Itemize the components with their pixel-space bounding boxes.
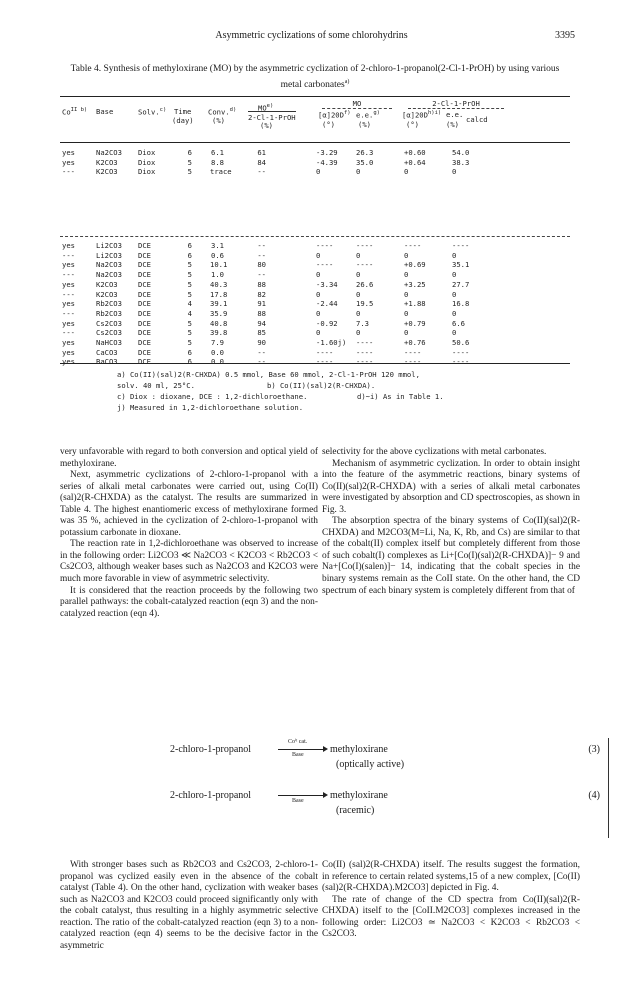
cell-conv: 8.8: [211, 157, 224, 167]
cell-pr-ee: 27.7: [452, 279, 470, 289]
col-mo-rot-sup: f): [343, 110, 351, 116]
cell-mo-ee: 19.5: [356, 299, 374, 309]
cell-conv: 6.1: [211, 148, 224, 157]
col-mo-rot: [α]20D: [318, 110, 344, 120]
cell-mo-rot: 0: [316, 328, 321, 338]
cell-pr-rot: +0.69: [404, 260, 426, 270]
eq3-catalyst: Coⁱᴵ cat.: [288, 739, 308, 745]
cell-base: CaCO3: [96, 347, 118, 357]
eq4-note: (racemic): [336, 805, 375, 816]
cell-co: yes: [62, 241, 75, 250]
cell-conv: 39.8: [210, 328, 228, 338]
cell-time: 5: [187, 270, 192, 280]
cell-pr-ee: ----: [452, 347, 470, 357]
note-j: j) Measured in 1,2-dichloroethane solution.: [117, 403, 304, 412]
cell-time: 4: [187, 299, 192, 309]
eq3-arrow: [278, 749, 326, 750]
cell-conv: 10.1: [210, 260, 228, 270]
cell-pr-rot: ----: [404, 347, 422, 357]
cell-solv: DCE: [138, 347, 151, 357]
cell-base: Rb2CO3: [96, 299, 122, 309]
cell-pr-ee: 0: [452, 270, 457, 280]
cell-time: 5: [187, 279, 192, 289]
cell-yield: --: [257, 241, 266, 250]
cell-conv: 40.3: [210, 279, 228, 289]
table-caption-text: Table 4. Synthesis of methyloxirane (MO) by the asymmetric cyclization of 2-chloro-1-propanol(2-Cl-1-PrOH) by using various metal carbonates: [70, 64, 560, 91]
eq3-base: Base: [292, 752, 304, 758]
eq4-base: Base: [292, 798, 304, 804]
cell-solv: Diox: [138, 157, 156, 167]
cell-co: ---: [62, 167, 75, 177]
cell-co: yes: [62, 299, 75, 309]
right-column-top: [322, 447, 580, 597]
note-a2: solv. 40 ml, 25°C.: [117, 381, 195, 390]
cell-time: 6: [187, 347, 192, 357]
paragraph: very unfavorable with regard to both conversion and optical yield of methyloxirane.: [60, 447, 318, 469]
col-mo-yield-unit: (%): [260, 121, 273, 130]
cell-pr-ee: 54.0: [452, 148, 470, 157]
cell-conv: 1.0: [211, 270, 224, 280]
cell-solv: DCE: [138, 318, 151, 328]
cell-time: 5: [187, 328, 192, 338]
eq3-note: (optically active): [336, 759, 405, 770]
cell-mo-rot: ----: [316, 357, 334, 367]
cell-base: K2CO3: [96, 157, 118, 167]
cell-mo-ee: ----: [356, 260, 374, 270]
cell-yield: 61: [257, 148, 266, 157]
cell-pr-ee: 35.1: [452, 260, 470, 270]
cell-pr-rot: 0: [404, 328, 409, 338]
note-a: a) Co(II)(sal)2(R-CHXDA) 0.5 mmol, Base 60 mmol, 2-Cl-1-PrOH 120 mmol,: [117, 370, 420, 379]
paragraph: Mechanism of asymmetric cyclization. In order to obtain insight into the feature of the asymmetric reactions, binary systems of Co(II)(sal)2(R-CHXDA) with a series of alkali metal carbonates were investigated by absorption and CD spectroscopies, as shown in Fig. 3.: [322, 458, 580, 515]
cell-pr-ee: 0: [452, 167, 457, 177]
running-title: Asymmetric cyclizations of some chlorohydrins: [215, 30, 408, 41]
cell-pr-ee: 0: [452, 250, 457, 260]
note-b: b) Co(II)(sal)2(R-CHXDA).: [267, 381, 376, 390]
col-solv-sup: c): [159, 107, 167, 113]
col-conv-unit: (%): [212, 116, 225, 125]
table-bottom-rule: [60, 363, 570, 364]
cell-yield: 85: [257, 328, 266, 338]
col-mo-yield-sup: e): [266, 103, 274, 109]
cell-mo-ee: 0: [356, 250, 361, 260]
cell-pr-rot: 0: [404, 289, 409, 299]
cell-yield: 94: [257, 318, 266, 328]
cell-pr-rot: +0.76: [404, 338, 426, 347]
cell-mo-rot: ----: [316, 241, 334, 250]
cell-mo-rot: 0: [316, 270, 321, 280]
col-pr-ee-unit: (%): [446, 120, 459, 129]
cell-co: yes: [62, 347, 75, 357]
cell-solv: DCE: [138, 289, 151, 299]
cell-time: 6: [187, 241, 192, 250]
table-row: [60, 319, 570, 329]
cell-yield: 82: [257, 289, 266, 299]
cell-mo-ee: 0: [356, 167, 361, 177]
cell-pr-rot: +1.88: [404, 299, 426, 309]
col-solv: Solv.: [138, 107, 160, 117]
table-row: [60, 280, 570, 290]
cell-time: 5: [187, 338, 192, 347]
cell-base: Li2CO3: [96, 250, 122, 260]
cell-co: ---: [62, 270, 75, 280]
cell-solv: DCE: [138, 270, 151, 280]
table-header-rule: [60, 142, 570, 143]
paragraph: Co(II) (sal)2(R-CHXDA) itself. The results suggest the formation, in reference to certain related systems,15 of a new complex, [Co(II)(sal)2(R-CHXDA).M2CO3] depicted in Fig. 4.: [322, 860, 580, 894]
cell-mo-ee: ----: [356, 241, 374, 250]
right-column-bottom: [322, 860, 580, 941]
cell-time: 6: [187, 148, 192, 157]
cell-pr-ee: 0: [452, 308, 457, 318]
paragraph: With stronger bases such as Rb2CO3 and Cs2CO3, 2-chloro-1-propanol was cyclized easily even in the absence of the cobalt catalyst (Table 4). On the other hand, cyclization with weaker bases such as Na2CO3 and K2CO3 could proceed significantly only with the cobalt catalyst, thus resulting in a highly asymmetric selective reaction. The ratio of the cobalt-catalyzed reaction (eqn 3) to a non-catalyzed reaction (eqn 4) seems to be the decisive factor in the asymmetric: [60, 860, 318, 951]
page-number: 3395: [555, 30, 575, 41]
col-base: Base: [96, 107, 114, 116]
cell-mo-rot: ----: [316, 347, 334, 357]
cell-solv: Diox: [138, 167, 156, 177]
cell-pr-ee: 0: [452, 328, 457, 338]
col-co: Co: [62, 107, 71, 117]
col-mo-ee-sup: g): [373, 110, 380, 116]
cell-mo-rot: 0: [316, 250, 321, 260]
col-pr-rot-sup2: i): [434, 110, 442, 116]
equation-4: [150, 784, 600, 824]
table-row: [60, 299, 570, 309]
cell-solv: DCE: [138, 338, 151, 347]
cell-solv: DCE: [138, 299, 151, 309]
cell-conv: 0.6: [211, 250, 224, 260]
paragraph: selectivity for the above cyclizations with metal carbonates.: [322, 447, 547, 457]
cell-base: Cs2CO3: [96, 318, 122, 328]
cell-co: yes: [62, 157, 75, 167]
cell-time: 5: [187, 260, 192, 270]
cell-mo-rot: -3.29: [316, 148, 338, 157]
cell-pr-ee: 38.3: [452, 157, 470, 167]
col-pr-ee: e.e.: [446, 110, 464, 119]
table-row: [60, 158, 570, 168]
table-top-rule: [60, 96, 570, 97]
cell-pr-ee: 50.6: [452, 338, 470, 347]
cell-pr-rot: +3.25: [404, 279, 426, 289]
table-caption: [60, 63, 570, 92]
table-row: [60, 328, 570, 338]
table-header: [60, 99, 570, 139]
cell-pr-rot: ----: [404, 241, 422, 250]
cell-mo-ee: 0: [356, 308, 361, 318]
cell-pr-ee: 16.8: [452, 299, 470, 309]
cell-mo-rot: 0: [316, 289, 321, 299]
cell-conv: trace: [210, 167, 232, 177]
cell-co: yes: [62, 338, 75, 347]
table-group-divider: [60, 236, 570, 237]
cell-base: Na2CO3: [96, 148, 122, 157]
cell-yield: 91: [257, 299, 266, 309]
cell-yield: --: [257, 250, 266, 260]
table-row: [60, 270, 570, 280]
cell-pr-ee: 0: [452, 289, 457, 299]
cell-co: ---: [62, 308, 75, 318]
cell-time: 5: [187, 318, 192, 328]
cell-co: ---: [62, 289, 75, 299]
cell-pr-rot: 0: [404, 308, 409, 318]
group-mo: MO: [322, 99, 392, 109]
cell-co: yes: [62, 357, 75, 367]
col-conv: Conv.: [208, 107, 230, 117]
eq3-number: (3): [588, 744, 600, 755]
col-pr-rot: [α]20D: [402, 110, 428, 120]
cell-yield: 80: [257, 260, 266, 270]
cell-base: NaHCO3: [96, 338, 122, 347]
cell-mo-ee: 35.0: [356, 157, 374, 167]
cell-base: Na2CO3: [96, 260, 122, 270]
cell-yield: --: [257, 167, 266, 177]
cell-pr-rot: 0: [404, 167, 409, 177]
cell-co: yes: [62, 148, 75, 157]
eq4-arrow: [278, 795, 326, 796]
cell-mo-ee: 0: [356, 328, 361, 338]
table-row: [60, 148, 570, 158]
paragraph: It is considered that the reaction proceeds by the following two parallel pathways: the cobalt-catalyzed reaction (eqn 3) and the non-catalyzed reaction (eqn 4).: [60, 585, 318, 619]
cell-time: 6: [187, 357, 192, 367]
cell-yield: --: [257, 270, 266, 280]
table-row: [60, 309, 570, 319]
cell-mo-rot: ----: [316, 260, 334, 270]
cell-co: ---: [62, 250, 75, 260]
col-co-sup: II b): [70, 107, 88, 113]
cell-conv: 35.9: [210, 308, 228, 318]
cell-base: Rb2CO3: [96, 308, 122, 318]
cell-mo-ee: 26.6: [356, 279, 374, 289]
col-conv-sup: d): [229, 107, 237, 113]
cell-base: K2CO3: [96, 167, 118, 177]
cell-yield: 88: [257, 308, 266, 318]
cell-pr-ee: ----: [452, 241, 470, 250]
cell-conv: 3.1: [211, 241, 224, 250]
table-row: [60, 260, 570, 270]
cell-time: 5: [187, 167, 192, 177]
cell-mo-rot: -0.92: [316, 318, 338, 328]
cell-mo-rot: -2.44: [316, 299, 338, 309]
cell-pr-ee: ----: [452, 357, 470, 367]
cell-base: Cs2CO3: [96, 328, 122, 338]
left-column-bottom: [60, 860, 318, 952]
cell-base: K2CO3: [96, 289, 118, 299]
cell-time: 6: [187, 250, 192, 260]
cell-co: yes: [62, 260, 75, 270]
col-mo-yield-basis: 2-Cl-1-PrOH: [248, 113, 296, 122]
cell-conv: 17.8: [210, 289, 228, 299]
note-c: c) Diox : dioxane, DCE : 1,2-dichloroethane.: [117, 392, 308, 401]
cell-mo-ee: 7.3: [356, 318, 369, 328]
cell-conv: 40.8: [210, 318, 228, 328]
cell-time: 4: [187, 308, 192, 318]
cell-base: Li2CO3: [96, 241, 122, 250]
cell-solv: DCE: [138, 357, 151, 367]
paragraph: The rate of change of the CD spectra from Co(II)(sal)2(R-CHXDA) itself to the [CoII.M2CO3] complexes increased in the following order: Li2CO3 ≃ Na2CO3 < K2CO3 < Rb2CO3 < Cs2CO3.: [322, 894, 580, 940]
table-caption-mark: a): [344, 79, 350, 85]
table-row: [60, 241, 570, 251]
cell-mo-ee: ----: [356, 357, 374, 367]
cell-solv: DCE: [138, 241, 151, 250]
cell-yield: --: [257, 357, 266, 367]
cell-mo-ee: 0: [356, 270, 361, 280]
group-prohe: 2-Cl-1-PrOH: [408, 99, 504, 109]
paragraph: Next, asymmetric cyclizations of 2-chloro-1-propanol with a series of alkali metal carbonates were carried out, using Co(II) (sal)2(R-CHXDA) as the catalyst. The results are summarized in Table 4. The highest enantiomeric excess of methyloxirane formed was 35 %, achieved in the cyclization of 2-chloro-1-propanol with potassium carbonate in dioxane.: [60, 470, 318, 538]
table-row: [60, 290, 570, 300]
cell-base: Na2CO3: [96, 270, 122, 280]
cell-base: BaCO3: [96, 357, 118, 367]
eq3-product: methyloxirane: [330, 744, 388, 755]
col-mo-yield: MO: [258, 103, 267, 113]
cell-mo-ee: ----: [356, 347, 374, 357]
cell-solv: DCE: [138, 279, 151, 289]
cell-solv: Diox: [138, 148, 156, 157]
cell-mo-rot: 0: [316, 167, 321, 177]
col-pr-rot-sup: h): [427, 110, 435, 116]
cell-solv: DCE: [138, 328, 151, 338]
eq3-reactant: 2-chloro-1-propanol: [170, 744, 252, 755]
cell-pr-rot: 0: [404, 270, 409, 280]
eq4-number: (4): [588, 790, 600, 801]
cell-solv: DCE: [138, 260, 151, 270]
note-d: d)~i) As in Table 1.: [357, 392, 444, 401]
cell-mo-rot: -3.34: [316, 279, 338, 289]
cell-base: K2CO3: [96, 279, 118, 289]
cell-time: 5: [187, 289, 192, 299]
cell-mo-rot: -4.39: [316, 157, 338, 167]
paragraph: The absorption spectra of the binary systems of Co(II)(sal)2(R-CHXDA) and M2CO3(M=Li, Na, K, Rb, and Cs) are similar to that of the cobalt(II) complex itself but completely different from those of such cobalt(I) complexes as Li+[Co(I)(sal)2(R-CHXDA)]− 9 and Na+[Co(I)(salen)]− 14, indicating that the cobalt species in the binary systems remain as the CoII state. On the other hand, the CD spectrum of each binary system is completely different from that of: [322, 516, 580, 596]
cell-solv: DCE: [138, 250, 151, 260]
cell-pr-rot: +0.79: [404, 318, 426, 328]
col-mo-ee-unit: (%): [358, 120, 371, 129]
cell-yield: 88: [257, 279, 266, 289]
equation-3: [150, 738, 600, 778]
cell-solv: DCE: [138, 308, 151, 318]
col-pr-ee-note: calcd: [466, 115, 488, 124]
cell-conv: 7.9: [211, 338, 224, 347]
table-row: [60, 338, 570, 348]
cell-conv: 39.1: [210, 299, 228, 309]
cell-pr-rot: ----: [404, 357, 422, 367]
equation-side-bar: [608, 738, 609, 838]
cell-pr-rot: 0: [404, 250, 409, 260]
cell-yield: --: [257, 347, 266, 357]
cell-time: 5: [187, 157, 192, 167]
cell-yield: 84: [257, 157, 266, 167]
col-mo-rot-unit: (°): [322, 120, 335, 129]
cell-mo-ee: ----: [356, 338, 374, 347]
cell-co: ---: [62, 328, 75, 338]
cell-mo-ee: 0: [356, 289, 361, 299]
cell-mo-ee: 26.3: [356, 148, 374, 157]
cell-pr-rot: +0.64: [404, 157, 426, 167]
cell-yield: 90: [257, 338, 266, 347]
table-row: [60, 348, 570, 358]
cell-co: yes: [62, 318, 75, 328]
cell-conv: 0.0: [211, 347, 224, 357]
paragraph: The reaction rate in 1,2-dichloroethane was observed to increase in the following order: Li2CO3 ≪ Na2CO3 < K2CO3 < Rb2CO3 < Cs2CO3, although weaker bases such as Na2CO3 and K2CO3 were much more favorable in view of asymmetric selectivity.: [60, 539, 318, 585]
col-mo-ee: e.e.: [356, 110, 374, 120]
col-time: Time: [174, 107, 192, 116]
cell-mo-rot: 0: [316, 308, 321, 318]
col-pr-rot-unit: (°): [406, 120, 419, 129]
left-column-top: [60, 447, 318, 620]
cell-conv: 0.0: [211, 357, 224, 367]
eq4-product: methyloxirane: [330, 790, 388, 801]
cell-co: yes: [62, 279, 75, 289]
eq4-reactant: 2-chloro-1-propanol: [170, 790, 252, 801]
cell-pr-rot: +0.60: [404, 148, 426, 157]
col-time-unit: (day): [172, 116, 194, 125]
table-row: [60, 167, 570, 177]
table-row: [60, 251, 570, 261]
cell-pr-ee: 6.6: [452, 318, 465, 328]
cell-mo-rot: -1.60j): [316, 338, 347, 347]
table-notes: [117, 369, 567, 413]
